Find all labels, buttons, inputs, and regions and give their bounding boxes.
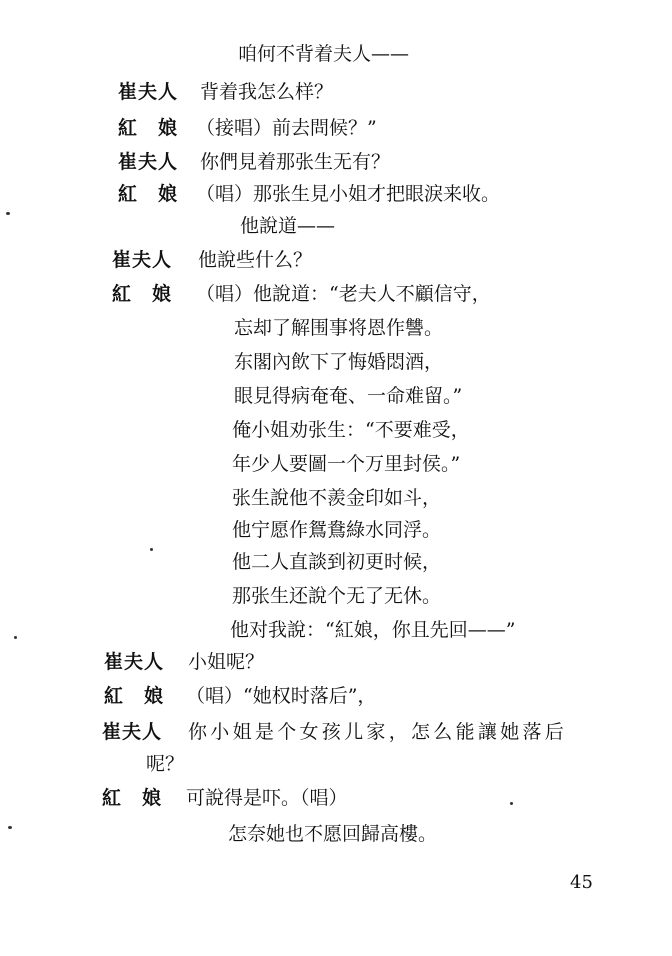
script-line: 背着我怎么样？ bbox=[200, 81, 334, 103]
speaker-label: 崔夫人 bbox=[118, 81, 179, 103]
speaker-label: 崔夫人 bbox=[104, 651, 165, 673]
script-line: 他說道—— bbox=[240, 215, 336, 237]
verse-line: 他宁愿作鴛鴦綠水同浮。 bbox=[232, 519, 442, 541]
speaker-label: 紅 娘 bbox=[104, 685, 165, 707]
verse-line: 那张生还說个无了无休。 bbox=[232, 585, 442, 607]
scan-speck bbox=[14, 636, 17, 639]
script-line: 小姐呢？ bbox=[188, 651, 265, 673]
speaker-label: 崔夫人 bbox=[112, 249, 173, 271]
script-line: （唱）他說道：“老夫人不顧信守， bbox=[196, 283, 491, 305]
script-line: 你們見着那张生无有？ bbox=[200, 151, 391, 173]
script-line: 可說得是吓。（唱） bbox=[186, 787, 348, 809]
speaker-label: 紅 娘 bbox=[112, 283, 173, 305]
verse-line: 怎奈她也不愿回歸高樓。 bbox=[228, 823, 438, 845]
script-line: （唱）“她权时落后”， bbox=[186, 685, 377, 707]
scan-speck bbox=[8, 826, 12, 829]
page-number: 45 bbox=[570, 872, 593, 893]
script-line: 呢？ bbox=[146, 753, 185, 775]
verse-line: 眼見得病奄奄、一命难留。” bbox=[234, 385, 463, 407]
verse-line: 他对我說：“紅娘，你且先回——” bbox=[230, 619, 516, 641]
verse-line: 他二人直談到初更时候， bbox=[232, 551, 442, 573]
speaker-label: 紅 娘 bbox=[118, 117, 179, 139]
speaker-label: 紅 娘 bbox=[118, 183, 179, 205]
verse-line: 东閣內飲下了悔婚悶酒， bbox=[234, 351, 444, 373]
speaker-label: 崔夫人 bbox=[102, 721, 163, 743]
verse-line: 俺小姐劝张生：“不要难受， bbox=[232, 419, 470, 441]
script-line: 他說些什么？ bbox=[198, 249, 313, 271]
verse-line: 年少人要圖一个万里封侯。” bbox=[232, 453, 461, 475]
script-line: （接唱）前去問候？” bbox=[196, 117, 377, 139]
scan-speck bbox=[6, 212, 10, 215]
speaker-label: 崔夫人 bbox=[118, 151, 179, 173]
script-line: （唱）那张生見小姐才把眼淚来收。 bbox=[196, 183, 501, 205]
scan-speck bbox=[150, 548, 153, 551]
verse-line: 忘却了解围事将恩作讐。 bbox=[234, 317, 444, 339]
scan-speck bbox=[510, 802, 513, 805]
script-line: 你小姐是个女孩儿家，怎么能讓她落后 bbox=[188, 721, 568, 743]
verse-line: 张生說他不羨金印如斗， bbox=[232, 487, 442, 509]
speaker-label: 紅 娘 bbox=[102, 787, 163, 809]
script-line: 咱何不背着夫人—— bbox=[238, 43, 410, 65]
